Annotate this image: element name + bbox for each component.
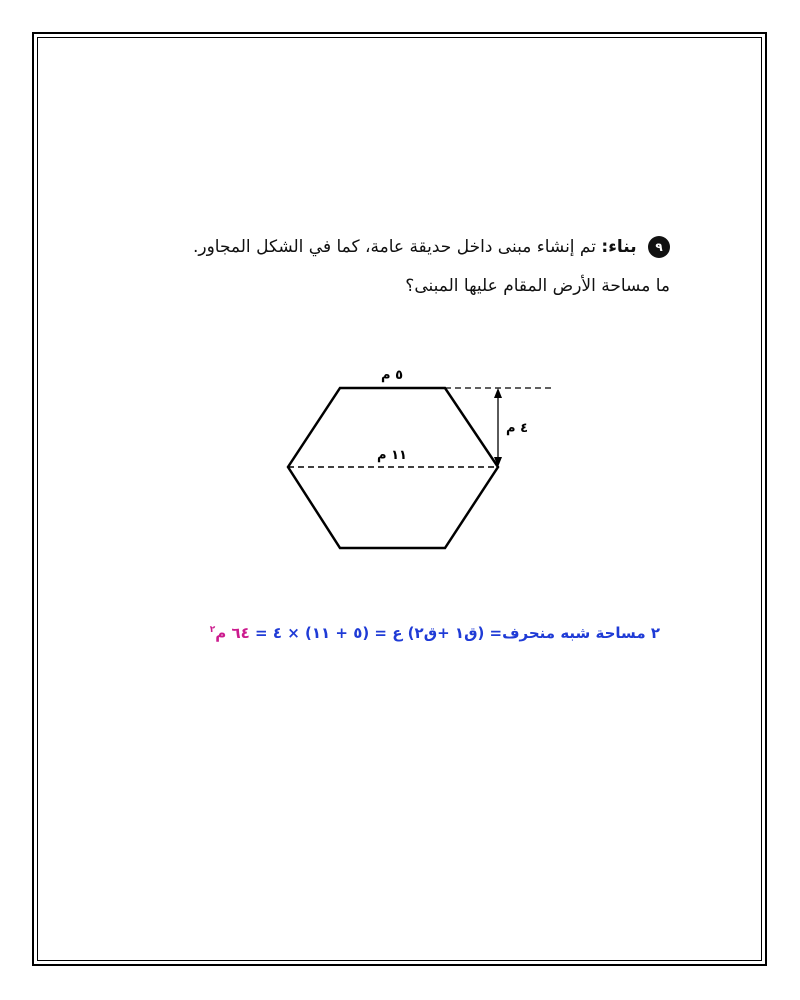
answer-line bbox=[130, 624, 660, 642]
question-label: بناء: bbox=[601, 237, 637, 257]
question-text-2: ما مساحة الأرض المقام عليها المبنى؟ bbox=[405, 276, 670, 296]
question-number-badge: ٩ bbox=[648, 236, 670, 258]
height-label: ٤ م bbox=[506, 421, 528, 436]
answer-result-exponent: ٢ bbox=[209, 625, 216, 635]
question-line-2 bbox=[130, 267, 670, 306]
question-text-1: تم إنشاء مبنى داخل حديقة عامة، كما في الشكل المجاور. bbox=[192, 237, 596, 257]
answer-formula: مساحة شبه منحرف= (ق١ +ق٢) ع = (٥ + ١١) × ٤ = bbox=[255, 624, 646, 642]
answer-result bbox=[210, 624, 250, 642]
middle-length-label: ١١ م bbox=[377, 448, 407, 463]
answer-result-value: ٦٤ م bbox=[215, 624, 250, 642]
page-border-inner bbox=[37, 37, 762, 961]
top-length-label: ٥ م bbox=[381, 368, 403, 383]
question-line-1 bbox=[130, 228, 670, 267]
answer-multiplier: ٢ bbox=[650, 624, 660, 642]
question-block bbox=[130, 228, 670, 306]
